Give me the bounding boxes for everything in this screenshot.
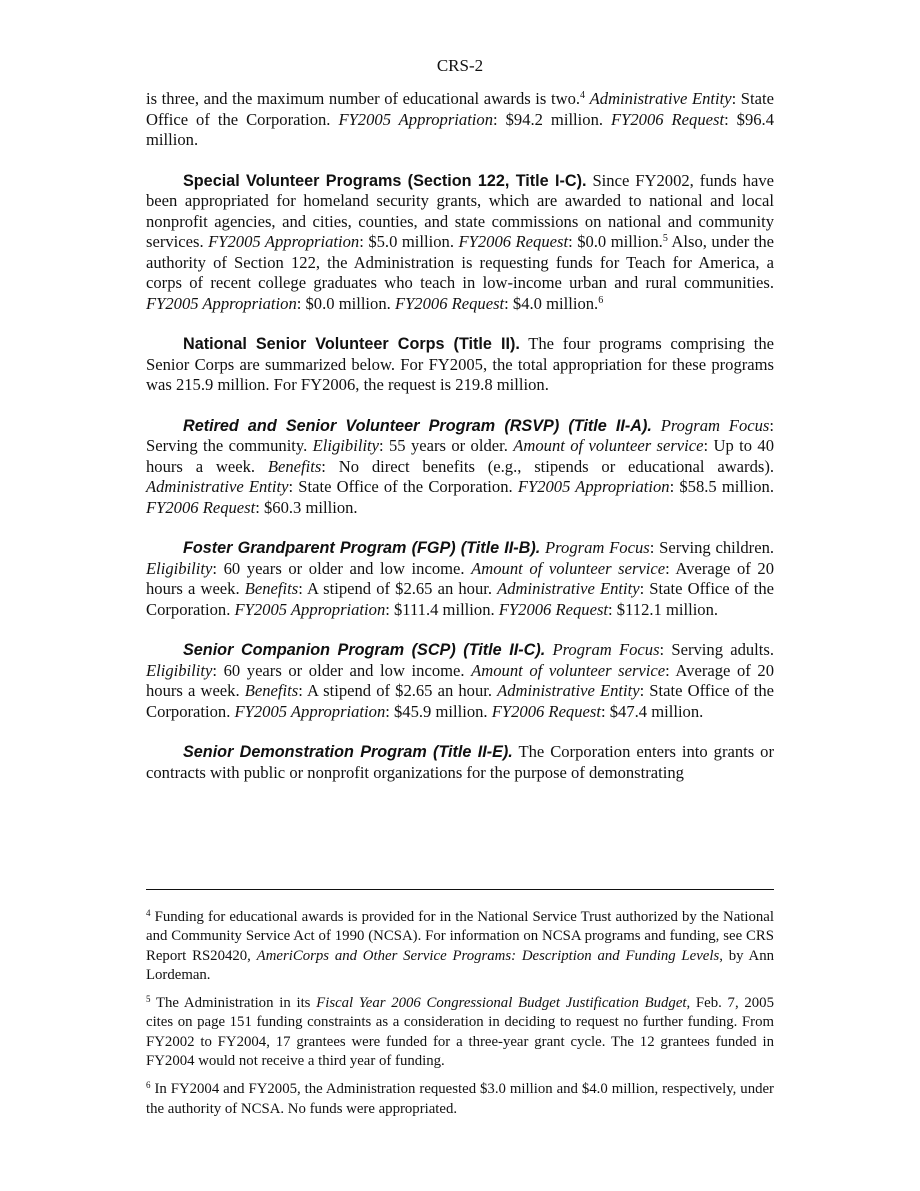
text: : Up to 40 hours a week.: [146, 436, 775, 476]
text: : $45.9 million.: [385, 701, 492, 721]
text: : Serving children.: [649, 538, 775, 557]
label-program-focus: Program Focus: [545, 538, 650, 557]
text: : Average of 20 hours a week.: [146, 558, 774, 598]
text: Funding for educational awards is provided for in the National Service Trust authorized by the National and Community Service Act of 1990 (NCSA). For information on NCSA programs and funding, see CRS Report RS20420,: [146, 909, 774, 964]
text: : $0.0 million.: [296, 293, 395, 313]
text: : $4.0 million.: [504, 293, 599, 313]
text: : $58.5 million.: [669, 477, 774, 496]
label-fy2006: FY2006 Request: [394, 293, 505, 313]
section-heading-senior-corps: National Senior Volunteer Corps (Title II).: [183, 335, 520, 353]
text: : $111.4 million.: [385, 599, 499, 619]
text: : Serving the community.: [146, 415, 774, 455]
document-title: Fiscal Year 2006 Congressional Budget Justification Budget: [316, 995, 687, 1012]
text: Since FY2002, funds have been appropriated for homeland security grants, which are awarded to national and local nonprofit agencies, and cities, counties, and state commissions on national and community services.: [146, 170, 774, 251]
label-eligibility: Eligibility: [146, 660, 213, 680]
page-content: [146, 56, 774, 803]
text: : A stipend of $2.65 an hour.: [298, 681, 498, 700]
paragraph-continued: [146, 89, 774, 151]
text: : State Office of the Corporation.: [146, 681, 774, 721]
footnote-6: [146, 1080, 774, 1119]
label-fy2006: FY2006 Request: [498, 599, 609, 619]
label-fy2005: FY2005 Appropriation: [208, 232, 360, 251]
text: : State Office of the Corporation.: [288, 477, 518, 496]
label-benefits: Benefits: [244, 681, 299, 700]
text: Also, under the authority of Section 122, the Administration is requesting funds for Teach for America, a corps of recent college graduates who teach in low-income urban and rural communities.: [146, 232, 774, 292]
label-amount-service: Amount of volunteer service: [513, 436, 704, 455]
label-program-focus: Program Focus: [552, 640, 660, 659]
label-fy2005: FY2005 Appropriation: [146, 293, 297, 313]
text: : $47.4 million.: [600, 701, 704, 721]
footnote-ref-5[interactable]: 5: [662, 233, 668, 244]
page-number-header: CRS-2: [436, 56, 484, 75]
text: : $112.1 million.: [608, 599, 719, 619]
paragraph-senior-corps: [146, 334, 774, 396]
label-benefits: Benefits: [244, 579, 299, 598]
label-admin-entity: Administrative Entity: [146, 477, 289, 496]
paragraph-special-volunteer: [146, 171, 774, 315]
label-fy2005: FY2005 Appropriation: [234, 701, 386, 721]
paragraph-scp: [146, 640, 774, 722]
text: : 60 years or older and low income.: [212, 558, 472, 578]
label-eligibility: Eligibility: [146, 558, 213, 578]
label-eligibility: Eligibility: [312, 436, 380, 455]
section-heading-fgp: Foster Grandparent Program (FGP) (Title II-B).: [183, 539, 541, 557]
text: : $94.2 million.: [493, 109, 611, 129]
paragraph-fgp: [146, 538, 774, 620]
label-program-focus: Program Focus: [660, 415, 770, 435]
footnote-4: [146, 908, 774, 985]
footnote-ref-4[interactable]: 4: [580, 90, 586, 101]
text: The Administration in its: [150, 995, 317, 1012]
text: : Average of 20 hours a week.: [146, 660, 774, 700]
text: The Corporation enters into grants or contracts with public or nonprofit organizations for the purpose of demonstrating: [146, 742, 774, 782]
label-fy2005: FY2005 Appropriation: [517, 477, 670, 496]
label-admin-entity: Administrative Entity: [497, 681, 640, 700]
text: : 60 years or older and low income.: [212, 660, 472, 680]
label-admin-entity: Administrative Entity: [497, 579, 640, 598]
footnote-number: 5: [146, 994, 151, 1005]
label-admin-entity: Administrative Entity: [589, 89, 732, 108]
text: : 55 years or older.: [379, 436, 514, 455]
text: : State Office of the Corporation.: [146, 579, 774, 619]
text: : $0.0 million.: [568, 232, 663, 251]
section-heading-special-volunteer: Special Volunteer Programs (Section 122, Title I-C).: [183, 171, 587, 190]
paragraph-sdp: [146, 742, 774, 783]
label-fy2006: FY2006 Request: [146, 497, 256, 517]
text: In FY2004 and FY2005, the Administration requested $3.0 million and $4.0 million, respectively, under the authority of NCSA. No funds were appropriated.: [146, 1081, 774, 1117]
label-amount-service: Amount of volunteer service: [471, 558, 666, 578]
label-fy2006: FY2006 Request: [611, 109, 725, 129]
label-fy2005: FY2005 Appropriation: [234, 599, 386, 619]
section-heading-scp: Senior Companion Program (SCP) (Title II-C).: [183, 641, 546, 659]
text: : A stipend of $2.65 an hour.: [298, 579, 498, 598]
footnote-separator: [146, 889, 774, 890]
label-amount-service: Amount of volunteer service: [471, 660, 666, 680]
footnotes: [146, 908, 774, 1128]
text: : Serving adults.: [659, 640, 775, 659]
text: : No direct benefits (e.g., stipends or educational awards).: [321, 456, 775, 476]
section-heading-sdp: Senior Demonstration Program (Title II-E).: [183, 743, 513, 761]
text: is three, and the maximum number of educational awards is two.: [146, 89, 581, 108]
section-heading-rsvp: Retired and Senior Volunteer Program (RSVP) (Title II-A).: [183, 416, 652, 435]
footnote-number: 4: [146, 908, 151, 918]
text: The four programs comprising the Senior Corps are summarized below. For FY2005, the total appropriation for these programs was 215.9 million. For FY2006, the request is 219.8 million.: [146, 334, 774, 394]
text: : $60.3 million.: [255, 497, 358, 517]
text: : $5.0 million.: [359, 232, 459, 251]
footnote-5: [146, 994, 774, 1071]
report-title: AmeriCorps and Other Service Programs: Description and Funding Levels: [256, 947, 720, 964]
text: , Feb. 7, 2005 cites on page 151 funding constraints as a consideration in deciding to request no further funding. From FY2002 to FY2004, 17 grantees were funded for a three-year grant cycle. The 12 grantees funded in FY2004 would not receive a third year of funding.: [146, 995, 774, 1070]
text: , by Ann Lordeman.: [146, 947, 774, 983]
footnote-ref-6[interactable]: 6: [598, 294, 604, 306]
label-fy2006: FY2006 Request: [491, 701, 601, 721]
label-benefits: Benefits: [267, 456, 322, 476]
paragraph-rsvp: [146, 416, 774, 519]
text: : State Office of the Corporation.: [146, 89, 774, 129]
footnote-number: 6: [146, 1080, 151, 1091]
text: : $96.4 million.: [146, 109, 774, 149]
label-fy2006: FY2006 Request: [458, 232, 569, 251]
label-fy2005: FY2005 Appropriation: [338, 109, 494, 129]
